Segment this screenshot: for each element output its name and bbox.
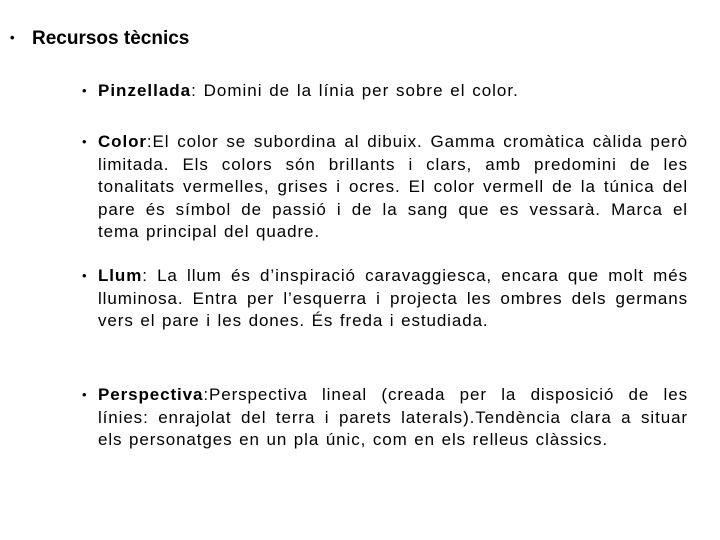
section-heading: [10, 26, 189, 51]
heading-text: Recursos tècnics: [32, 28, 190, 49]
list-item-pinzellada: [82, 80, 688, 103]
item-text: : Domini de la línia per sobre el color.: [191, 81, 519, 100]
item-text: :Perspectiva lineal (creada per la disposició de les línies: enrajolat del terra i parets laterals).Tendència clara a situar els personatges en un pla únic, com en els relleus clàssics.: [98, 385, 688, 449]
item-body: [98, 131, 688, 244]
item-text: : La llum és d’inspiració caravaggiesca, encara que molt més lluminosa. Entra per l’esquerra i projecta les ombres dels germans vers el pare i les dones. És freda i estudiada.: [98, 266, 688, 330]
item-body: [98, 80, 688, 103]
heading-bullet: •: [10, 30, 15, 45]
bullet: •: [82, 134, 88, 149]
item-label: Pinzellada: [98, 81, 192, 100]
bullet: •: [82, 268, 88, 283]
list-item-perspectiva: [82, 384, 688, 452]
item-text: :El color se subordina al dibuix. Gamma cromàtica càlida però limitada. Els colors són brillants i clars, amb predomini de les tonalitats vermelles, grises i ocres. El color vermell de la túnica del pare és símbol de passió i de la sang que es vessarà. Marca el tema principal del quadre.: [98, 132, 688, 241]
item-body: [98, 265, 688, 333]
item-body: [98, 384, 688, 452]
bullet: •: [82, 387, 88, 402]
list-item-llum: [82, 265, 688, 333]
bullet: •: [82, 83, 88, 98]
item-label: Color: [98, 132, 147, 151]
item-label: Llum: [98, 266, 143, 285]
item-label: Perspectiva: [98, 385, 204, 404]
list-item-color: [82, 131, 688, 244]
